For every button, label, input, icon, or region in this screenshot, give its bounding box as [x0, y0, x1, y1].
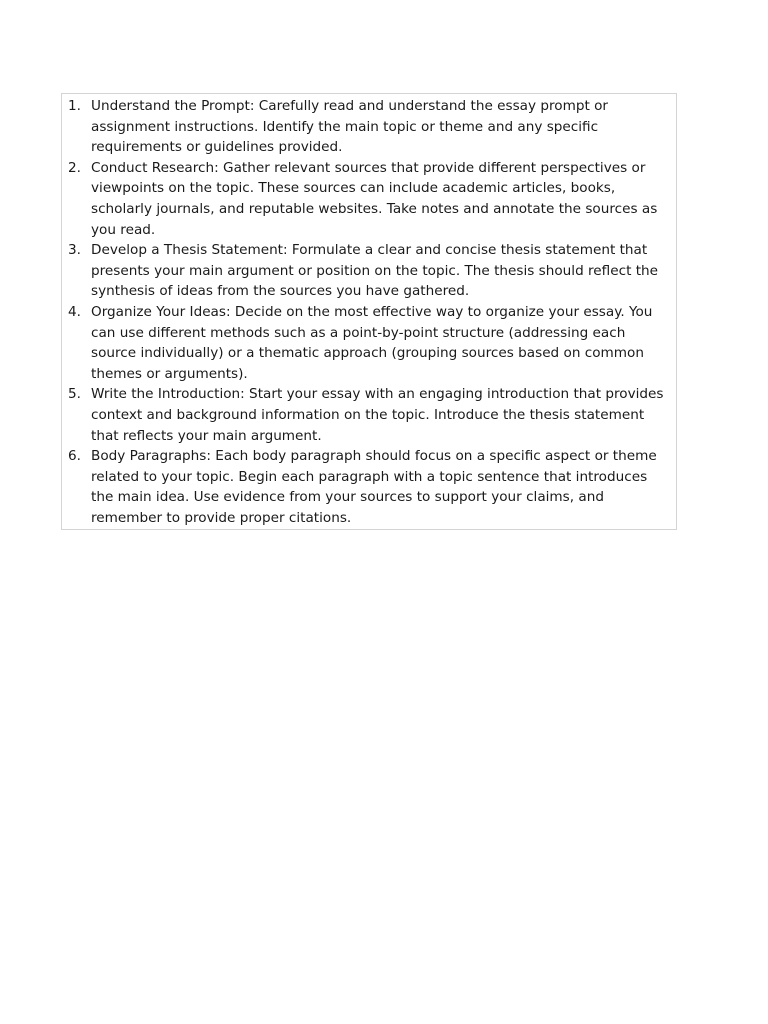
step-text: Conduct Research: Gather relevant sources that provide different perspectives or viewpoints on the topic. These sources can include academic articles, books, scholarly journals, and reputable websites. Take notes and annotate the sources as you read. — [91, 159, 658, 238]
step-text: Organize Your Ideas: Decide on the most effective way to organize your essay. You can use different methods such as a point-by-point structure (addressing each source individually) or a thematic approach (grouping sources based on common themes or arguments). — [91, 303, 653, 382]
step-number: 2. — [68, 159, 81, 176]
step-text: Write the Introduction: Start your essay with an engaging introduction that provides context and background information on the topic. Introduce the thesis statement that reflects your main argument. — [91, 386, 664, 444]
step-number: 6. — [68, 448, 81, 465]
step-number: 3. — [68, 242, 81, 259]
step-number: 1. — [68, 98, 81, 114]
list-item — [68, 96, 670, 158]
step-number: 5. — [68, 386, 81, 403]
list-item — [68, 158, 670, 240]
list-item — [68, 384, 670, 446]
list-item — [68, 446, 670, 528]
steps-content-box — [61, 93, 677, 530]
step-number: 4. — [68, 303, 81, 320]
step-text: Body Paragraphs: Each body paragraph should focus on a specific aspect or theme related to your topic. Begin each paragraph with a topic sentence that introduces the main idea. Use evidence from your sources to support your claims, and remember to provide proper citations. — [91, 448, 657, 526]
list-item — [68, 240, 670, 302]
list-item — [68, 302, 670, 384]
steps-list — [68, 96, 670, 528]
step-text: Understand the Prompt: Carefully read and understand the essay prompt or assignment instructions. Identify the main topic or theme and any specific requirements or guidelines provided. — [91, 98, 609, 156]
step-text: Develop a Thesis Statement: Formulate a clear and concise thesis statement that presents your main argument or position on the topic. The thesis should reflect the synthesis of ideas from the sources you have gathered. — [91, 242, 659, 300]
